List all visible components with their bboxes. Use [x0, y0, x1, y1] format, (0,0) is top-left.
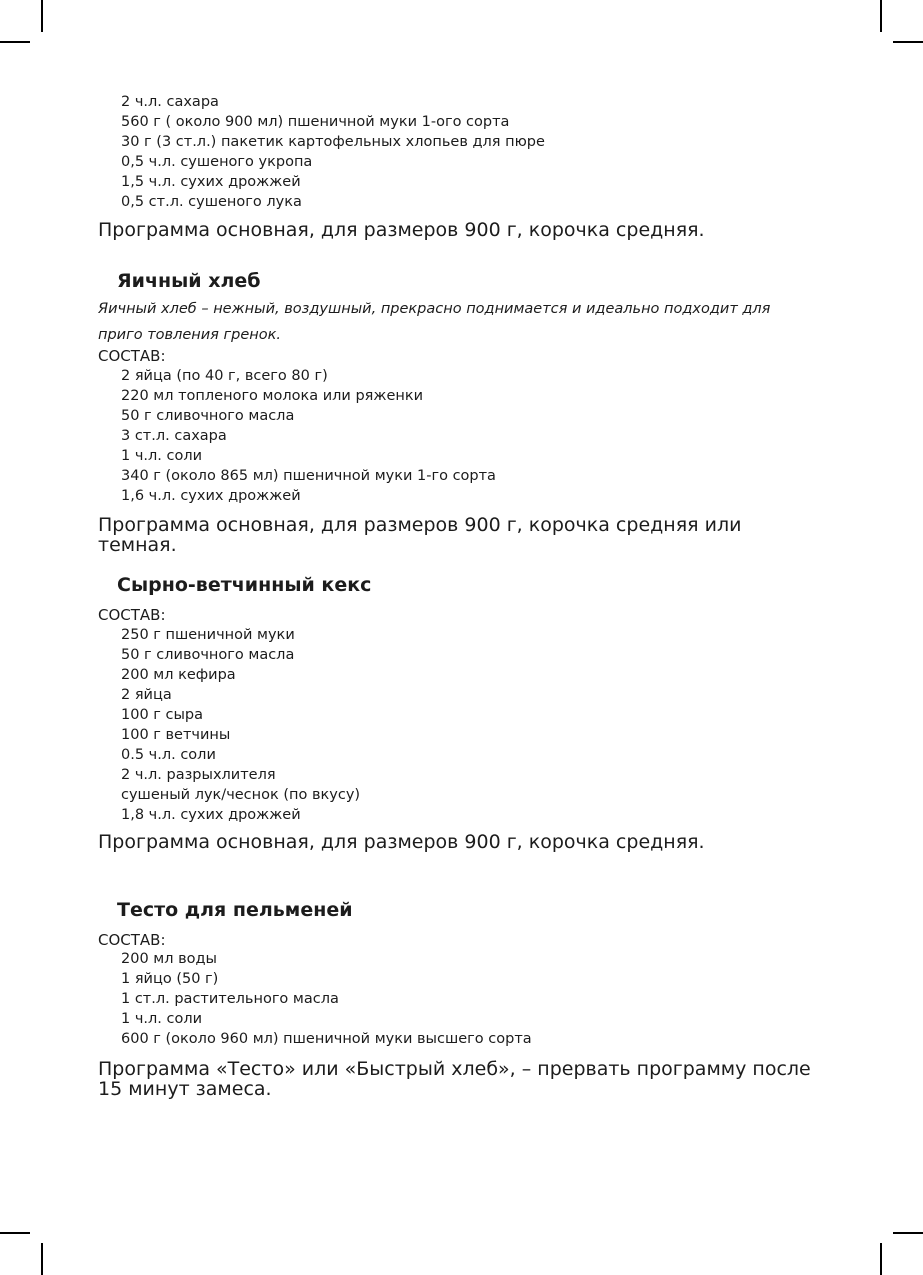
- ingredient-item: 1,5 ч.л. сухих дрожжей: [121, 174, 301, 190]
- crop-mark: [893, 41, 923, 43]
- program-note: Программа «Тесто» или «Быстрый хлеб», – прервать программу после 15 минут замеса.: [98, 1058, 811, 1100]
- ingredient-item: 2 яйца: [121, 687, 172, 703]
- crop-mark: [41, 1243, 43, 1275]
- ingredient-item: 340 г (около 865 мл) пшеничной муки 1-го сорта: [121, 468, 496, 484]
- ingredient-item: 2 ч.л. разрыхлителя: [121, 767, 276, 783]
- recipe-title: Тесто для пельменей: [117, 899, 353, 921]
- ingredient-item: 200 мл кефира: [121, 667, 236, 683]
- ingredient-item: 100 г сыра: [121, 707, 204, 723]
- ingredient-item: 1 ст.л. растительного масла: [121, 991, 339, 1007]
- ingredient-list: [121, 366, 496, 506]
- ingredient-item: 1,8 ч.л. сухих дрожжей: [121, 807, 301, 823]
- program-note: Программа основная, для размеров 900 г, корочка средняя.: [98, 831, 705, 853]
- ingredient-item: 2 яйца (по 40 г, всего 80 г): [121, 368, 328, 384]
- ingredient-list: [121, 92, 545, 212]
- ingredient-item: 250 г пшеничной муки: [121, 627, 295, 643]
- ingredient-item: сушеный лук/чеснок (по вкусу): [121, 787, 361, 803]
- ingredient-item: 50 г сливочного масла: [121, 408, 295, 424]
- crop-mark: [880, 1243, 882, 1275]
- ingredient-item: 220 мл топленого молока или ряженки: [121, 388, 424, 404]
- ingredient-item: 3 ст.л. сахара: [121, 428, 227, 444]
- ingredients-heading: СОСТАВ:: [98, 606, 166, 624]
- crop-mark: [0, 41, 30, 43]
- program-note: Программа основная, для размеров 900 г, корочка средняя.: [98, 219, 705, 241]
- recipe-description: Яичный хлеб – нежный, воздушный, прекрасно поднимается и идеально подходит для приго товления гренок.: [98, 301, 771, 343]
- ingredient-item: 600 г (около 960 мл) пшеничной муки высшего сорта: [121, 1031, 532, 1047]
- recipe-title: Сырно-ветчинный кекс: [117, 574, 372, 596]
- ingredient-item: 560 г ( около 900 мл) пшеничной муки 1-ого сорта: [121, 114, 510, 130]
- ingredient-item: 1 ч.л. соли: [121, 1011, 203, 1027]
- ingredient-item: 200 мл воды: [121, 951, 217, 967]
- crop-mark: [41, 0, 43, 32]
- ingredient-item: 1,6 ч.л. сухих дрожжей: [121, 488, 301, 504]
- ingredient-item: 50 г сливочного масла: [121, 647, 295, 663]
- crop-mark: [893, 1232, 923, 1234]
- ingredient-list: [121, 625, 360, 825]
- program-note: Программа основная, для размеров 900 г, корочка средняя или темная.: [98, 514, 742, 556]
- ingredient-item: 1 яйцо (50 г): [121, 971, 219, 987]
- ingredient-item: 0,5 ч.л. сушеного укропа: [121, 154, 313, 170]
- ingredient-item: 2 ч.л. сахара: [121, 94, 219, 110]
- ingredients-heading: СОСТАВ:: [98, 347, 166, 365]
- ingredient-item: 100 г ветчины: [121, 727, 231, 743]
- ingredient-item: 0,5 ст.л. сушеного лука: [121, 194, 302, 210]
- ingredient-item: 1 ч.л. соли: [121, 448, 203, 464]
- recipe-title: Яичный хлеб: [117, 270, 261, 292]
- ingredient-list: [121, 949, 532, 1049]
- crop-mark: [880, 0, 882, 32]
- crop-mark: [0, 1232, 30, 1234]
- ingredients-heading: СОСТАВ:: [98, 931, 166, 949]
- ingredient-item: 0.5 ч.л. соли: [121, 747, 216, 763]
- ingredient-item: 30 г (3 ст.л.) пакетик картофельных хлопьев для пюре: [121, 134, 545, 150]
